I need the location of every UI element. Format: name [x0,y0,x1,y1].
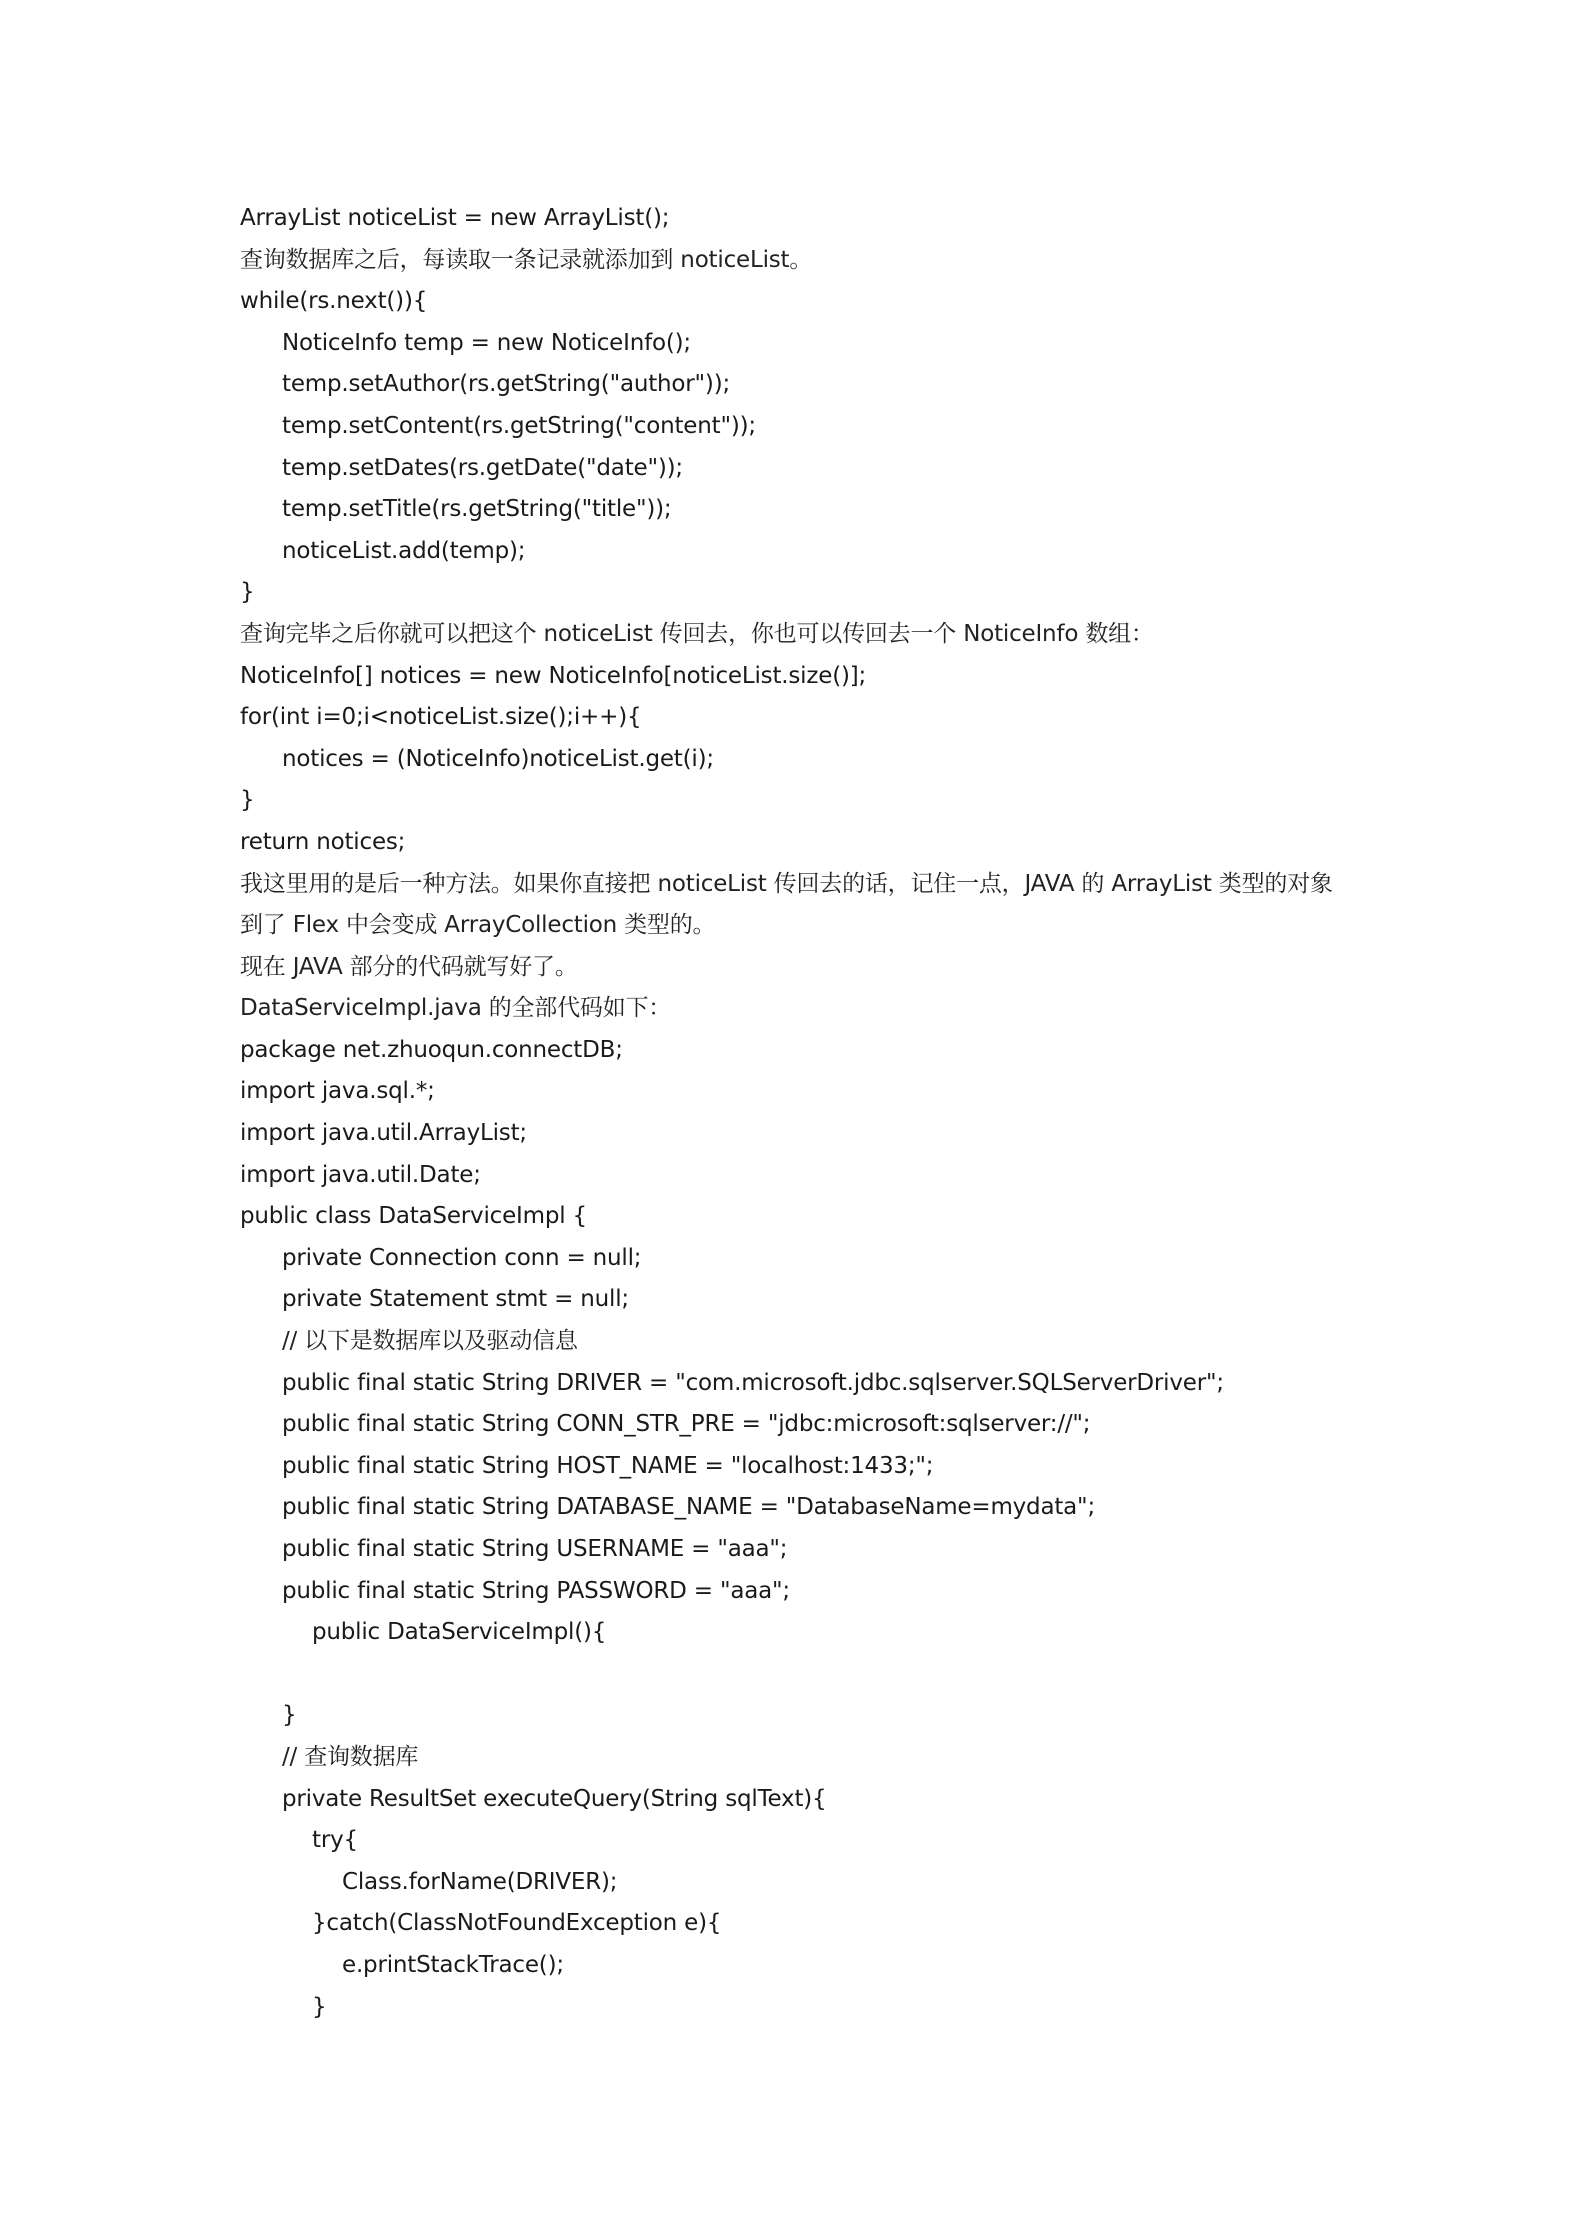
code-line: } [240,579,255,606]
code-line: public final static String CONN_STR_PRE = "jdbc:microsoft:sqlserver://"; [282,1411,1091,1438]
code-line: package net.zhuoqun.connectDB; [240,1036,623,1063]
code-line: import java.util.ArrayList; [240,1120,527,1147]
code-line: while(rs.next()){ [240,288,428,315]
code-line: notices = (NoticeInfo)noticeList.get(i); [282,745,714,772]
code-line: } [312,1993,327,2020]
code-line: } [240,787,255,814]
text-line: 到了 Flex 中会变成 ArrayCollection 类型的。 [240,912,716,939]
code-comment: // 查询数据库 [282,1743,419,1770]
code-line: try{ [312,1827,358,1854]
code-line: import java.sql.*; [240,1078,435,1105]
code-line: noticeList.add(temp); [282,537,526,564]
code-line: return notices; [240,828,406,855]
code-line: temp.setContent(rs.getString("content")); [282,412,756,439]
code-line: public final static String USERNAME = "aaa"; [282,1536,788,1562]
document-body [240,198,1440,2028]
code-line: }catch(ClassNotFoundException e){ [312,1910,722,1937]
code-line: NoticeInfo[] notices = new NoticeInfo[noticeList.size()]; [240,662,867,689]
code-line: public final static String HOST_NAME = "localhost:1433;"; [282,1452,934,1479]
code-line: } [282,1702,297,1729]
code-line: public class DataServiceImpl { [240,1203,587,1230]
code-line: for(int i=0;i<noticeList.size();i++){ [240,704,642,731]
text-line: 查询数据库之后，每读取一条记录就添加到 noticeList。 [240,246,813,273]
code-line: Class.forName(DRIVER); [342,1868,618,1895]
code-line: NoticeInfo temp = new NoticeInfo(); [282,329,691,356]
text-line: DataServiceImpl.java 的全部代码如下： [240,995,672,1022]
code-line: temp.setAuthor(rs.getString("author")); [282,371,731,398]
text-line: 我这里用的是后一种方法。如果你直接把 noticeList 传回去的话，记住一点，JAVA 的 ArrayList 类型的对象 [240,870,1333,897]
code-comment: // 以下是数据库以及驱动信息 [282,1328,578,1355]
text-line: 查询完毕之后你就可以把这个 noticeList 传回去，你也可以传回去一个 NoticeInfo 数组： [240,620,1154,647]
code-line: private Statement stmt = null; [282,1286,629,1313]
code-line: temp.setTitle(rs.getString("title")); [282,496,672,523]
code-line: private Connection conn = null; [282,1244,642,1271]
code-line: temp.setDates(rs.getDate("date")); [282,454,683,481]
text-line: 现在 JAVA 部分的代码就写好了。 [240,953,578,980]
code-line: public final static String DATABASE_NAME = "DatabaseName=mydata"; [282,1494,1095,1521]
code-line: public final static String DRIVER = "com.microsoft.jdbc.sqlserver.SQLServerDriver"; [282,1369,1224,1396]
code-line: public final static String PASSWORD = "aaa"; [282,1577,790,1604]
code-line: public DataServiceImpl(){ [312,1619,607,1646]
code-line: e.printStackTrace(); [342,1951,564,1978]
code-line: private ResultSet executeQuery(String sqlText){ [282,1785,827,1812]
blank-line [240,1654,1440,1696]
code-line: ArrayList noticeList = new ArrayList(); [240,205,670,231]
code-line: import java.util.Date; [240,1161,481,1188]
